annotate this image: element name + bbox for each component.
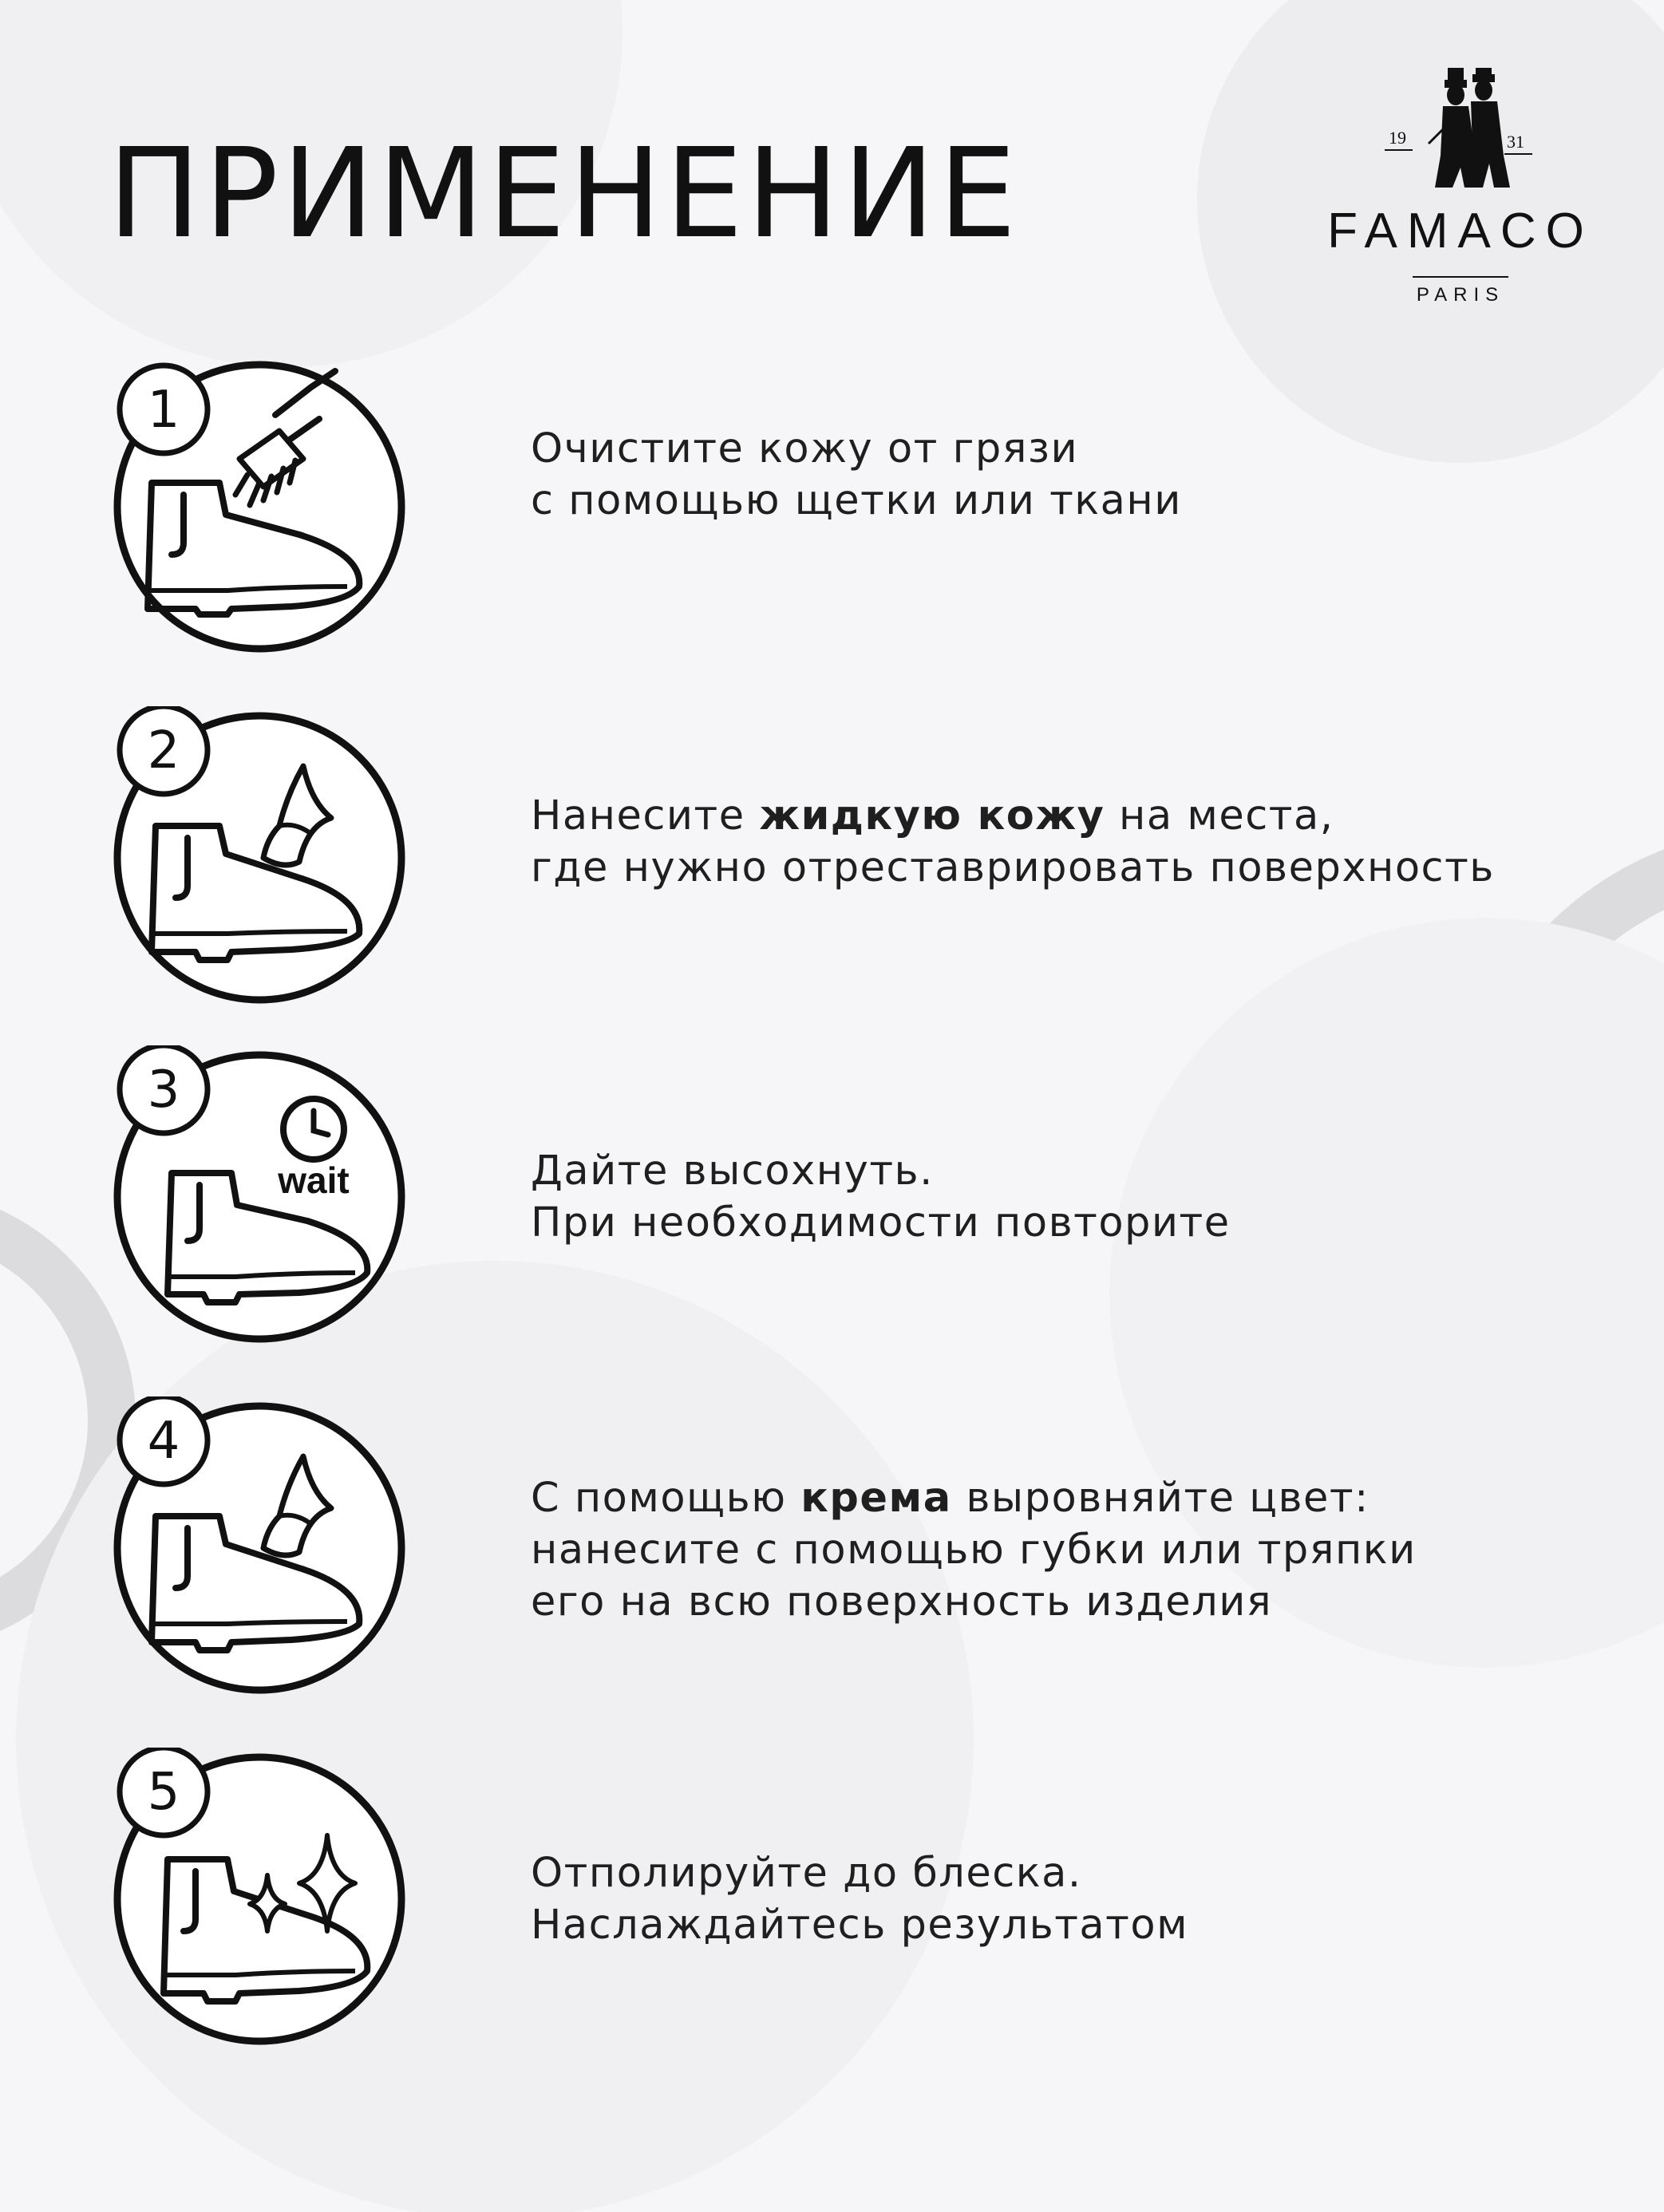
- shoe-cloth-icon: [108, 1396, 411, 1700]
- step-line: Дайте высохнуть.: [531, 1147, 934, 1195]
- logo-city: PARIS: [1416, 284, 1505, 306]
- step-3: [108, 1045, 1624, 1349]
- step-line: нанесите с помощью губки или тряпки: [531, 1527, 1417, 1574]
- step-line: Наслаждайтесь результатом: [531, 1902, 1189, 1949]
- step-4: [108, 1396, 1624, 1700]
- shoe-cloth-icon: [108, 706, 411, 1009]
- shoe-brush-icon: [108, 355, 411, 658]
- page-title: ПРИМЕНЕНИЕ: [108, 121, 1020, 266]
- step-number: 4: [147, 1412, 180, 1471]
- highlight-product: жидкую кожу: [759, 792, 1105, 839]
- famaco-logo: [1309, 68, 1612, 307]
- shoe-clock-icon: [108, 1045, 411, 1349]
- step-line: Отполируйте до блеска.: [531, 1850, 1082, 1897]
- step-text: [531, 790, 1495, 894]
- wait-label: wait: [278, 1159, 350, 1201]
- step-line: При необходимости повторите: [531, 1199, 1231, 1246]
- step-number: 3: [147, 1061, 180, 1120]
- shoe-sparkle-icon: [108, 1748, 411, 2051]
- step-line: Очистите кожу от грязи: [531, 425, 1079, 472]
- step-line: С помощью крема выровняйте цвет:: [531, 1475, 1370, 1522]
- logo-year-left: 19: [1389, 128, 1406, 148]
- step-line: с помощью щетки или ткани: [531, 477, 1182, 524]
- logo-brand-name: FAMACO: [1327, 203, 1594, 259]
- highlight-product: крема: [800, 1475, 952, 1522]
- step-line: где нужно отреставрировать поверхность: [531, 844, 1495, 891]
- step-line: Нанесите жидкую кожу на места,: [531, 792, 1334, 839]
- step-number: 1: [147, 381, 180, 440]
- step-5: [108, 1748, 1624, 2051]
- step-text: [531, 1847, 1188, 1951]
- step-number: 5: [147, 1763, 180, 1822]
- step-1: [108, 355, 1624, 658]
- step-line: его на всю поверхность изделия: [531, 1578, 1273, 1625]
- step-number: 2: [147, 721, 180, 780]
- step-text: [531, 1145, 1231, 1249]
- logo-year-right: 31: [1507, 132, 1524, 152]
- step-text: [531, 423, 1182, 527]
- step-2: [108, 706, 1624, 1009]
- step-text: [531, 1472, 1417, 1628]
